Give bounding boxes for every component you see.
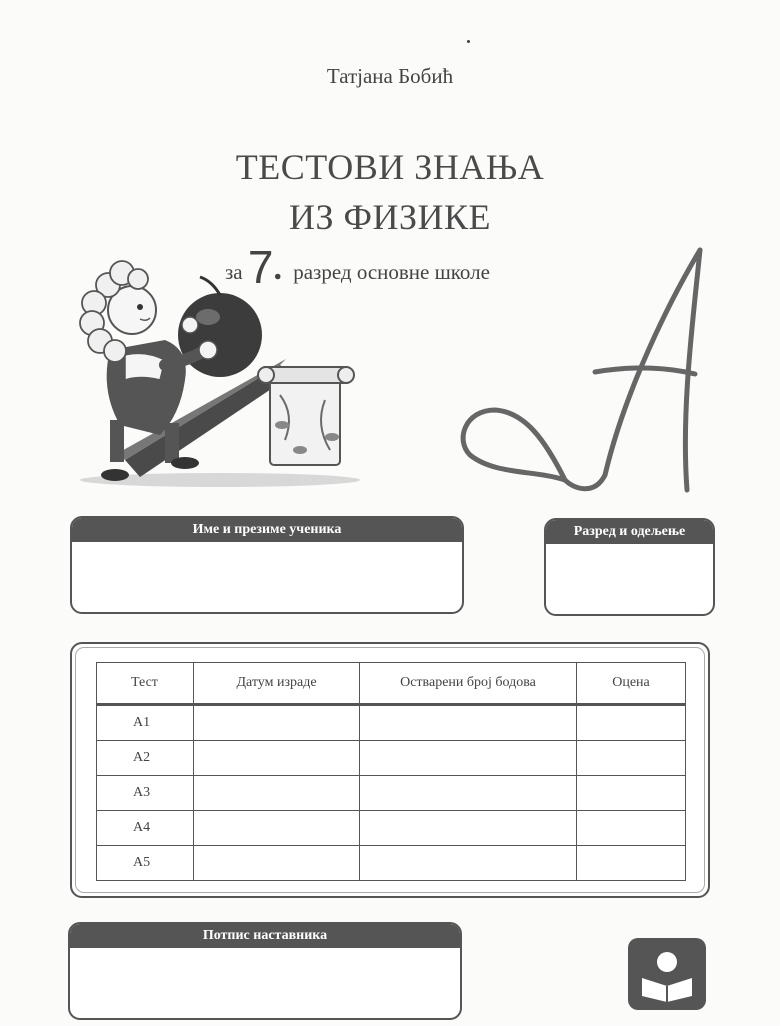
grade-cell[interactable] (577, 741, 686, 776)
row-test-label: А4 (97, 811, 194, 846)
row-test-label: А2 (97, 741, 194, 776)
print-speck (467, 40, 470, 43)
table-row (97, 776, 686, 811)
version-letter-text: A (455, 240, 456, 241)
date-cell[interactable] (194, 846, 360, 881)
header-date: Датум израде (194, 663, 360, 705)
grade-prefix: за (225, 260, 243, 284)
header-test: Тест (97, 663, 194, 705)
table-row (97, 846, 686, 881)
results-frame (70, 642, 710, 898)
results-table (96, 662, 686, 881)
scientist-illustration (70, 255, 390, 495)
reader-glyph (628, 938, 706, 1010)
grade-suffix: разред основне школе (293, 260, 490, 284)
teacher-signature-box[interactable] (68, 922, 462, 1020)
table-row (97, 741, 686, 776)
row-test-label: А1 (97, 705, 194, 741)
class-section-label: Разред и одељење (546, 520, 713, 544)
points-cell[interactable] (360, 811, 577, 846)
grade-cell[interactable] (577, 705, 686, 741)
points-cell[interactable] (360, 846, 577, 881)
date-cell[interactable] (194, 811, 360, 846)
date-cell[interactable] (194, 705, 360, 741)
teacher-signature-label: Потпис наставника (70, 924, 460, 948)
grade-number: 7 (247, 241, 274, 293)
book-title-line-2: ИЗ ФИЗИКЕ (288, 197, 491, 237)
table-row (97, 811, 686, 846)
points-cell[interactable] (360, 741, 577, 776)
author-name: Татјана Бобић (326, 64, 454, 88)
student-name-label: Име и презиме ученика (72, 518, 462, 542)
date-cell[interactable] (194, 741, 360, 776)
student-name-box[interactable] (70, 516, 464, 614)
book-title-line-1: ТЕСТОВИ ЗНАЊА (235, 147, 545, 187)
table-row (97, 705, 686, 741)
points-cell[interactable] (360, 705, 577, 741)
row-test-label: А3 (97, 776, 194, 811)
points-cell[interactable] (360, 776, 577, 811)
header-grade: Оцена (577, 663, 686, 705)
grade-cell[interactable] (577, 846, 686, 881)
class-section-box[interactable] (544, 518, 715, 616)
date-cell[interactable] (194, 776, 360, 811)
row-test-label: А5 (97, 846, 194, 881)
results-header-row (97, 663, 686, 705)
grade-cell[interactable] (577, 811, 686, 846)
version-letter-graphic (455, 240, 725, 500)
grade-cell[interactable] (577, 776, 686, 811)
header-points: Остварени број бодова (360, 663, 577, 705)
reader-with-book-icon (628, 938, 706, 1010)
grade-dot: . (273, 250, 282, 287)
